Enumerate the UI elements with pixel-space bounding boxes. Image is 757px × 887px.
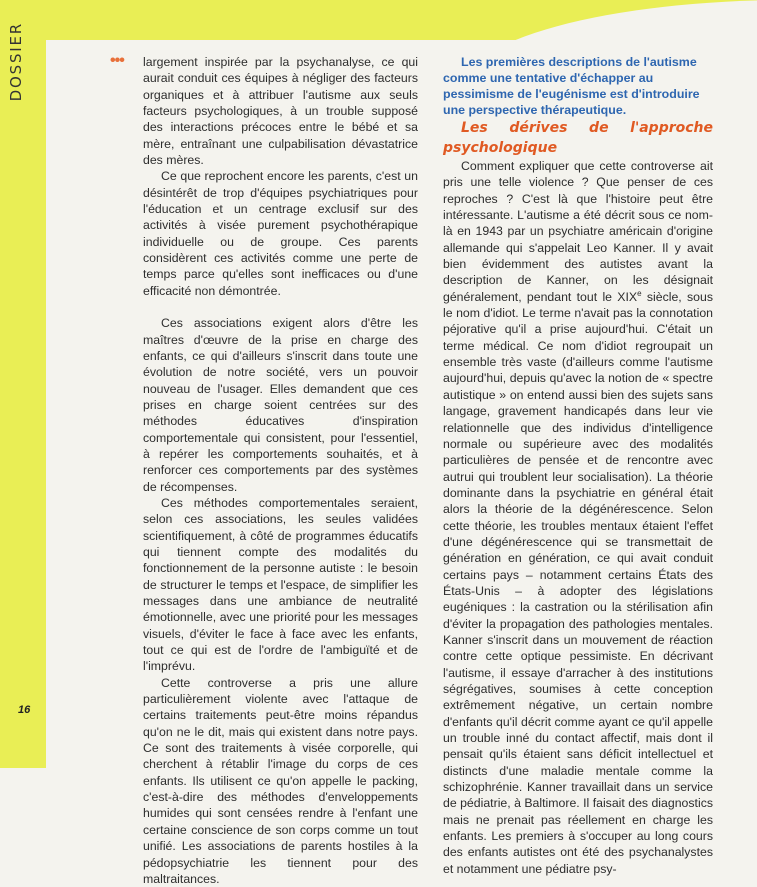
- continuation-dots-icon: •••: [110, 52, 124, 69]
- paragraph: Ces associations exigent alors d'être les maîtres d'œuvre de la prise en charge des enfants, ce qui d'ailleurs s'inscrit dans toute une évolution de notre société, vers un pouvoir nouveau de l'usager. Elles demandent que ces prises en charge soient centrées sur des méthodes éducatives d'inspiration comportementale qui consistent, pour l'essentiel, à repérer les comportements souhaités, et à renforcer ces comportements par des systèmes de récompenses.: [143, 316, 418, 494]
- paragraph: [443, 158, 713, 877]
- paragraph: Ces méthodes comportementales seraient, selon ces associations, les seules validées scientifiquement, à côté de programmes éducatifs qui tiennent compte des modalités du fonctionnement de la personne autiste : le besoin de structurer le temps et l'espace, de simplifier les messages dans une ambiance de neutralité émotionnelle, avec une priorité pour les messages visuels, d'éviter le face à face avec les enfants, tout ce qui est de l'ordre de l'ambiguïté et de l'imprévu.: [143, 495, 418, 674]
- superscript: e: [637, 288, 642, 298]
- intro-pullquote: Les premières descriptions de l'autisme comme une tentative d'échapper au pessimisme de l'eugénisme est d'introduire une perspective thérapeutique.: [443, 55, 700, 117]
- section-label: DOSSIER: [7, 22, 25, 102]
- section-subheading: Les dérives de l'approche psychologique: [443, 120, 713, 156]
- paragraph: largement inspirée par la psychanalyse, ce qui aurait conduit ces équipes à négliger des facteurs organiques et à attribuer l'autisme aux seuls facteurs psychologiques, à un trouble supposé des interactions précoces entre le bébé et sa mère, entraînant une culpabilisation dévastatrice des mères.: [143, 55, 418, 168]
- section-label-container: [6, 22, 26, 132]
- paragraph: Cette controverse a pris une allure particulièrement violente avec l'attaque de certains traitements peut-être moins répandus qu'on ne le dit, mais qui existent dans notre pays. Ce sont des traitements à visée corporelle, qui cherchent à rétablir l'image du corps de ces enfants. Ils utilisent ce qu'on appelle le packing, c'est-à-dire des méthodes d'enveloppements humides qui sont censées rendre à l'enfant une certaine conscience de son corps comme un tout unifié. Les associations de parents hostiles à la pédopsychiatrie les tiennent pour des maltraitances.: [143, 675, 418, 886]
- left-column: [143, 54, 418, 887]
- right-column: [443, 54, 713, 877]
- paragraph-text: Comment expliquer que cette controverse ait pris une telle violence ? Que penser de ces reproches ? C'est là que l'histoire peut être intéressante. L'autisme a été décrit sous ce nom-là en 1943 par un psychiatre américain d'origine allemande qui s'appelait Leo Kanner. Il y avait bien évidemment des autistes avant la description de Kanner, on les désignait généralement, pendant tout le XIX: [443, 159, 713, 304]
- paragraph: Ce que reprochent encore les parents, c'est un désintérêt de trop d'équipes psychiatriques pour l'éducation et un centrage exclusif sur des activités à visée purement psychothérapique individuelle ou de groupe. Ces parents considèrent ces activités comme une perte de temps parce qu'elles sont inefficaces ou d'une efficacité non démontrée.: [143, 169, 418, 298]
- paragraph-text: siècle, sous le nom d'idiot. Le terme n'avait pas la connotation péjorative qu'il a prise aujourd'hui. C'était un terme médical. Ce nom d'idiot regroupait un ensemble très vaste (d'ailleurs comme l'autisme aujourd'hui, depuis qu'avec la notion de « spectre autistique » on entend aussi bien des sujets sans langage, gravement handicapés dans leur vie relationnelle que des individus d'intelligence normale ou supérieure avec des modalités particulières de pensée et de rencontre avec autrui qui troublent leur socialisation). La théorie dominante dans la psychiatrie en général était alors la théorie de la dégénérescence. Selon cette théorie, les troubles mentaux étaient l'effet d'une dégénérescence qui se transmettait de génération en génération, ce qui avait conduit certains pays – notamment certains États des États-Unis – à adopter des législations eugéniques : la castration ou la stérilisation afin d'éviter la propagation des pathologies mentales. Kanner s'inscrit dans un mouvement de réaction contre cette optique pessimiste. En décrivant l'autisme, il essaye d'arracher à des institutions ségrégatives, soumises à cette conception extrêmement négative, un certain nombre d'enfants qu'il décrit comme ayant ce qu'il appelle un trouble inné du contact affectif, mais dont il pensait qu'ils étaient sans déficit intellectuel et distincts d'une maladie mentale comme la schizophrénie. Kanner travaillait dans un service de pédiatrie, à Baltimore. Il faisait des diagnostics mais ne prenait pas réellement en charge les enfants. Les premiers à s'occuper au long cours des enfants autistes ont été des psychanalystes et notamment une pédiatre psy-: [443, 289, 713, 876]
- section-sidebar: [0, 0, 46, 768]
- paragraph-gap: [143, 299, 418, 315]
- page-number: 16: [18, 704, 31, 716]
